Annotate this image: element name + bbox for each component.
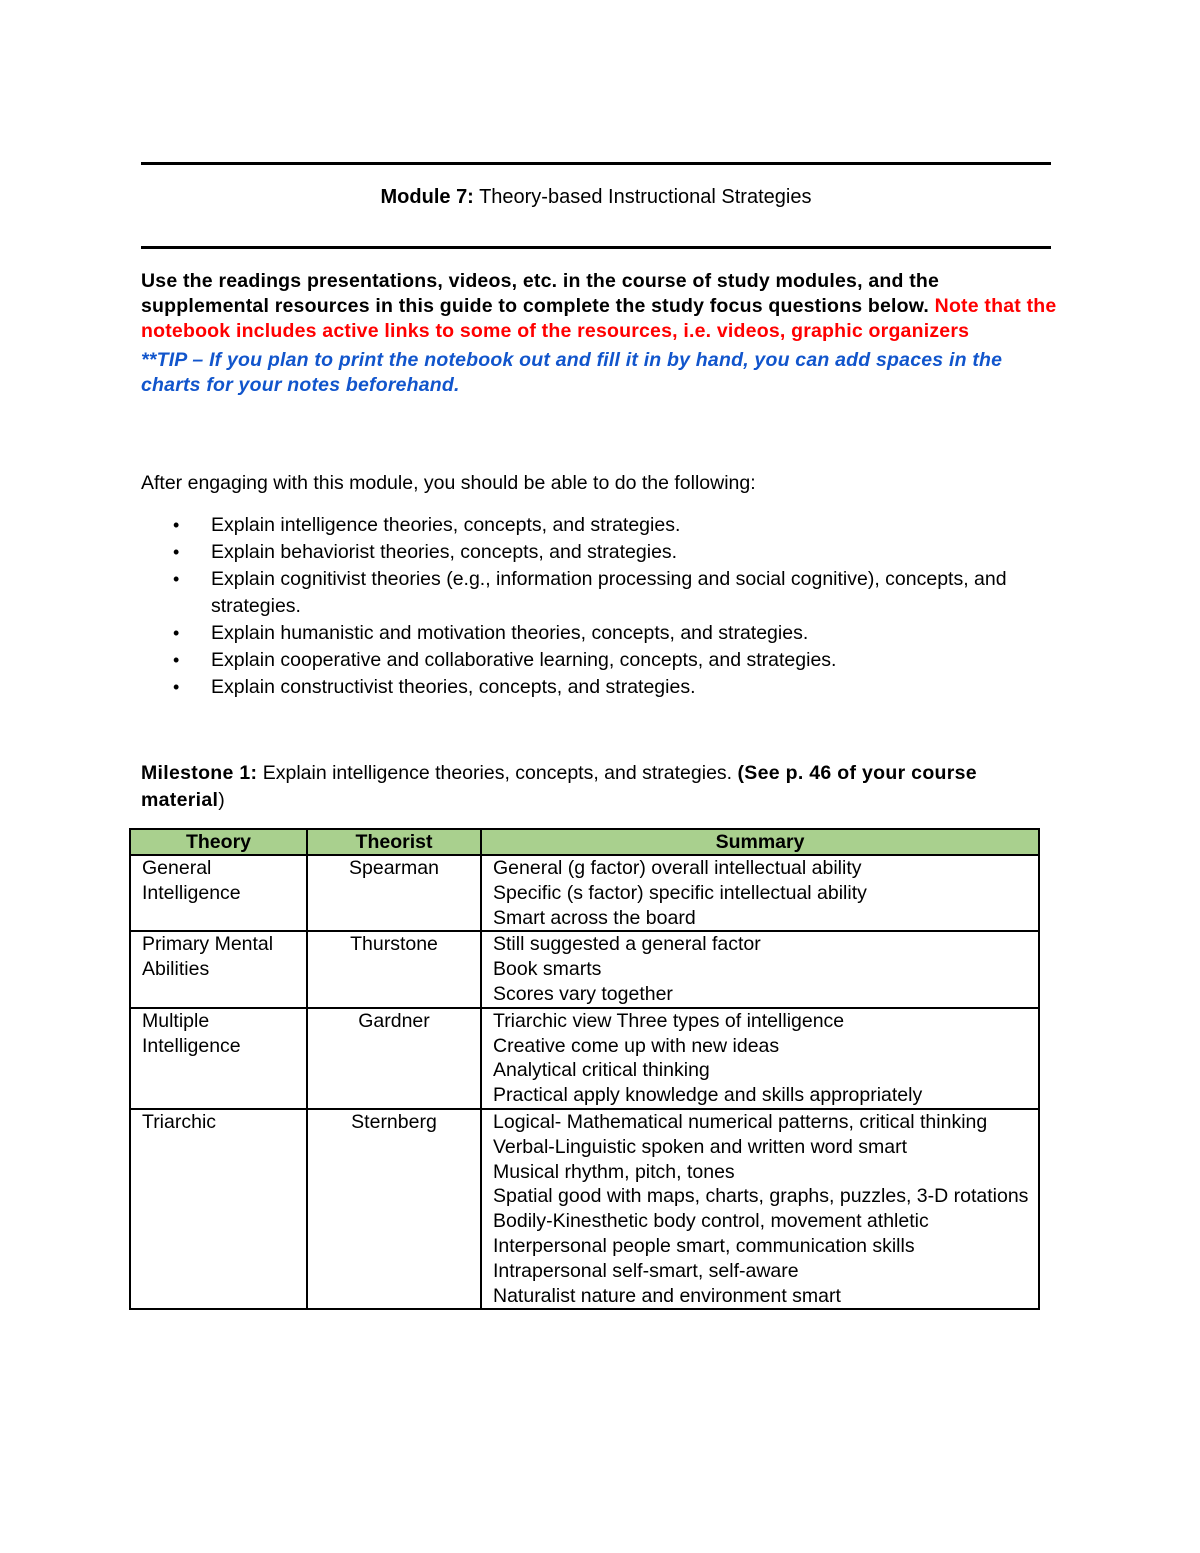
milestone-reference-close: ): [218, 789, 225, 811]
instructions-text: Use the readings presentations, videos, etc. in the course of study modules, and the supplemental resources in this guide to complete the study focus questions below.: [141, 270, 940, 317]
theorist-cell: Sternberg: [307, 1109, 481, 1309]
summary-line: General (g factor) overall intellectual ability: [493, 857, 862, 879]
table-row: [130, 855, 1039, 931]
objective-item: [141, 647, 1071, 674]
bullet-icon: •: [173, 515, 180, 535]
table-row: [130, 1109, 1039, 1309]
bullet-icon: •: [173, 677, 180, 697]
summary-cell: [481, 855, 1039, 931]
bullet-icon: •: [173, 623, 180, 643]
objective-text: Explain cognitivist theories (e.g., information processing and social cognitive), concepts, and strategies.: [211, 568, 1007, 617]
objective-item: [141, 620, 1071, 647]
theorist-cell: Thurstone: [307, 931, 481, 1007]
table-header-row: [130, 829, 1039, 855]
summary-cell: [481, 1008, 1039, 1109]
summary-line: Practical apply knowledge and skills appropriately: [493, 1084, 923, 1107]
summary-line: Bodily-Kinesthetic body control, movement athletic: [493, 1210, 929, 1233]
objective-item: [141, 539, 1071, 566]
module-label: Module 7:: [380, 186, 474, 208]
objective-text: Explain intelligence theories, concepts, and strategies.: [211, 514, 681, 536]
objective-text: Explain behaviorist theories, concepts, and strategies.: [211, 541, 678, 563]
summary-line: Triarchic view Three types of intelligence: [493, 1009, 845, 1032]
summary-line: Scores vary together: [493, 982, 673, 1005]
theory-cell: Triarchic: [130, 1109, 307, 1309]
milestone-reference: (See p. 46 of your course material: [141, 762, 977, 811]
theory-cell: Multiple Intelligence: [130, 1008, 307, 1109]
bottom-horizontal-rule: [141, 246, 1051, 249]
summary-cell: [481, 931, 1039, 1007]
objective-item: [141, 566, 1071, 620]
objectives-intro: After engaging with this module, you should be able to do the following:: [141, 472, 756, 494]
summary-line: Logical- Mathematical numerical patterns, critical thinking: [493, 1110, 988, 1133]
summary-line: Intrapersonal self-smart, self-aware: [493, 1259, 799, 1282]
summary-line: Naturalist nature and environment smart: [493, 1284, 841, 1307]
instructions-block: [141, 269, 1061, 398]
summary-line: Verbal-Linguistic spoken and written word smart: [493, 1135, 908, 1158]
top-horizontal-rule: [141, 162, 1051, 165]
summary-line: Interpersonal people smart, communication skills: [493, 1234, 915, 1257]
summary-line: Book smarts: [493, 958, 602, 981]
intelligence-theories-table: [129, 828, 1040, 1310]
bullet-icon: •: [173, 542, 180, 562]
theory-cell: General Intelligence: [130, 855, 307, 931]
summary-line: Spatial good with maps, charts, graphs, puzzles, 3-D rotations: [493, 1185, 1029, 1208]
bullet-icon: •: [173, 569, 180, 589]
summary-line: Analytical critical thinking: [493, 1059, 710, 1082]
objective-text: Explain humanistic and motivation theories, concepts, and strategies.: [211, 622, 809, 644]
header-theorist: Theorist: [307, 829, 481, 855]
header-summary: Summary: [481, 829, 1039, 855]
objective-item: [141, 512, 1071, 539]
bullet-icon: •: [173, 650, 180, 670]
module-title-text: Theory-based Instructional Strategies: [479, 186, 812, 208]
objective-text: Explain cooperative and collaborative learning, concepts, and strategies.: [211, 649, 837, 671]
milestone-heading: [141, 760, 1066, 814]
header-theory: Theory: [130, 829, 307, 855]
summary-line: Musical rhythm, pitch, tones: [493, 1160, 735, 1183]
theorist-cell: Gardner: [307, 1008, 481, 1109]
objective-text: Explain constructivist theories, concepts, and strategies.: [211, 676, 696, 698]
milestone-text: Explain intelligence theories, concepts, and strategies.: [262, 762, 733, 784]
summary-line: Specific (s factor) specific intellectual ability: [493, 881, 867, 904]
module-title: [141, 184, 1051, 210]
summary-line: Smart across the board: [493, 906, 696, 929]
theory-cell: Primary Mental Abilities: [130, 931, 307, 1007]
table-row: [130, 1008, 1039, 1109]
summary-line: Still suggested a general factor: [493, 933, 761, 956]
note-text: Note that the notebook includes active links to some of the resources, i.e. videos, graphic organizers: [141, 295, 1057, 342]
table-row: [130, 931, 1039, 1007]
tip-text: **TIP – If you plan to print the notebook out and fill it in by hand, you can add spaces in the charts for your notes beforehand.: [141, 349, 1003, 396]
summary-cell: [481, 1109, 1039, 1309]
objectives-list: [141, 512, 1071, 701]
summary-line: Creative come up with new ideas: [493, 1034, 780, 1057]
theorist-cell: Spearman: [307, 855, 481, 931]
milestone-label: Milestone 1:: [141, 762, 258, 784]
objective-item: [141, 674, 1071, 701]
